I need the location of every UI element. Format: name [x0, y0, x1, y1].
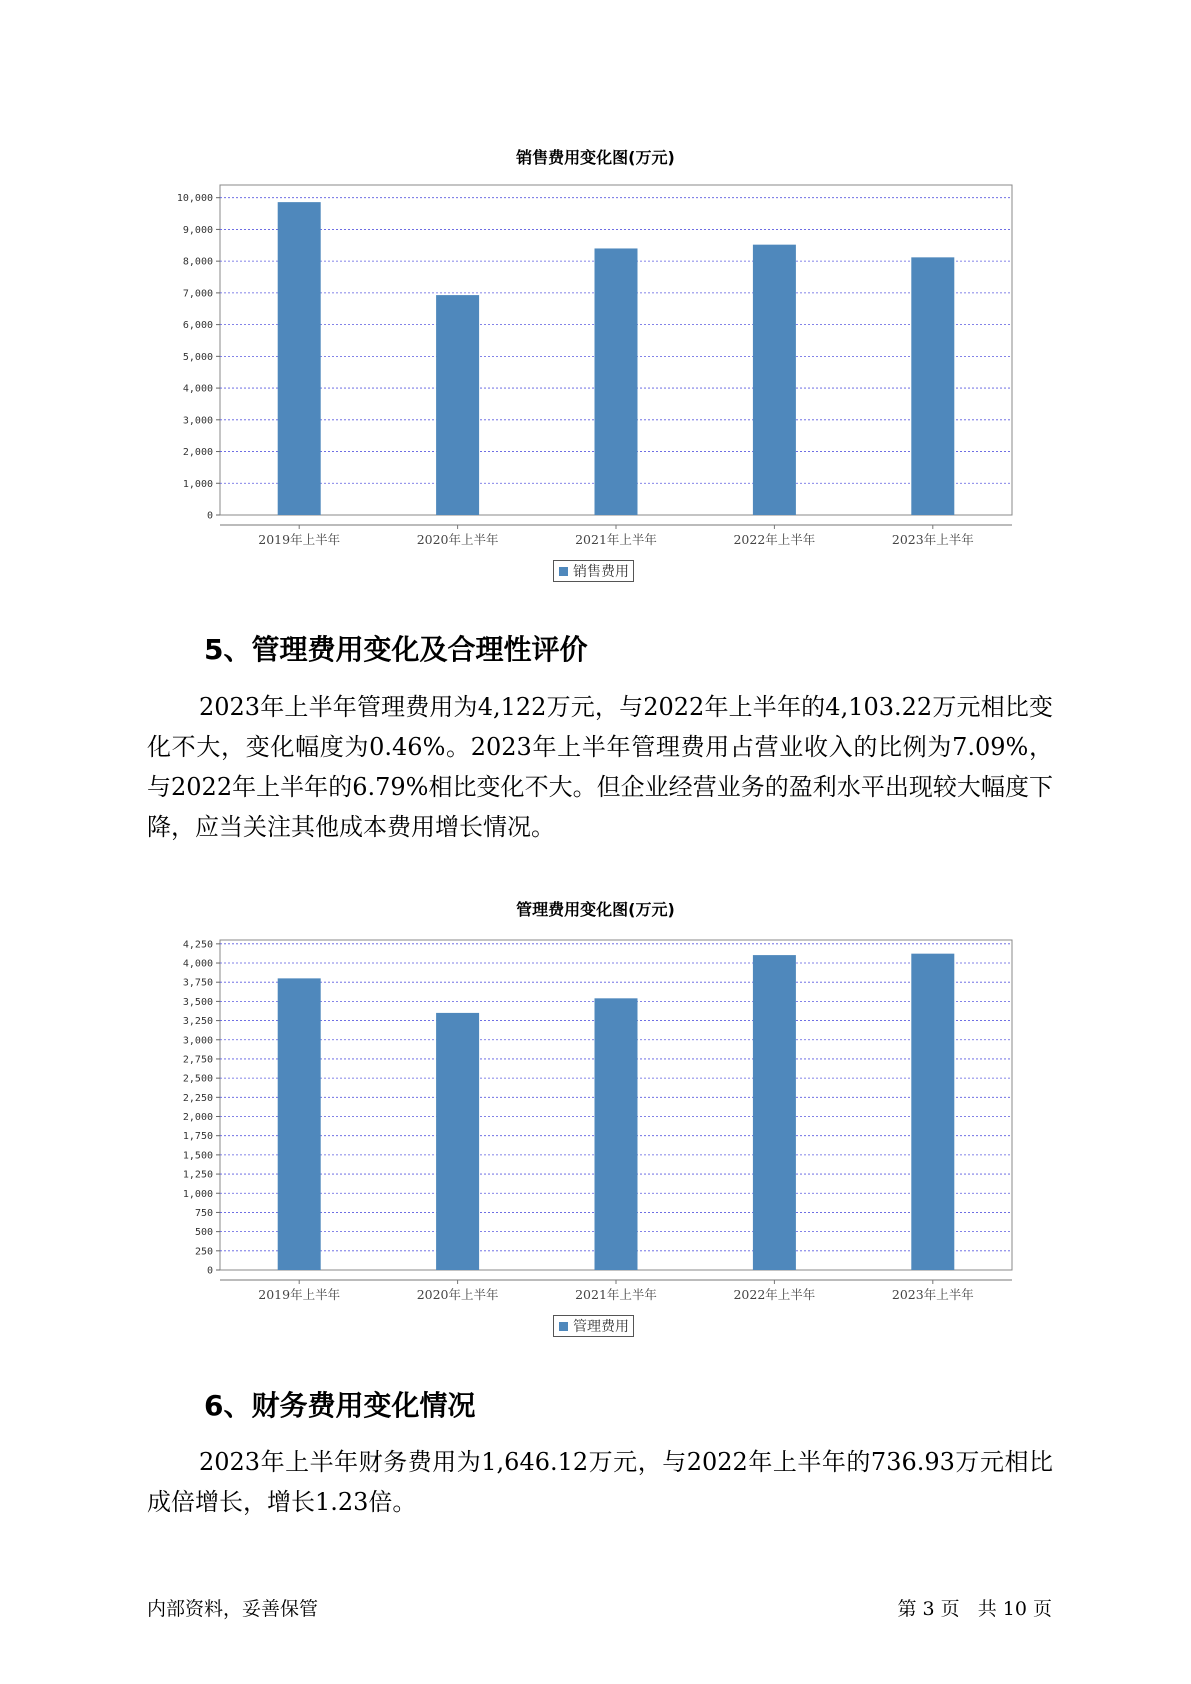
y-tick-label: 3,500 [182, 996, 213, 1008]
x-tick-label: 2020年上半年 [416, 1287, 499, 1302]
y-tick-label: 6,000 [182, 320, 213, 332]
y-tick-label: 1,000 [182, 1188, 213, 1200]
y-tick-label: 750 [194, 1207, 213, 1219]
y-tick-label: 4,000 [182, 383, 213, 395]
x-tick-label: 2022年上半年 [733, 1287, 816, 1302]
bar [278, 202, 321, 515]
paragraph-finance-expense-text: 2023年上半年财务费用为1,646.12万元，与2022年上半年的736.93万元相比成倍增长，增长1.23倍。 [147, 1448, 1053, 1516]
y-tick-label: 2,750 [182, 1054, 213, 1066]
x-tick-label: 2021年上半年 [575, 532, 657, 547]
x-tick-label: 2019年上半年 [258, 1287, 341, 1302]
x-tick-label: 2020年上半年 [416, 532, 499, 547]
x-tick-label: 2021年上半年 [575, 1287, 657, 1302]
section-heading-finance-expense: 6、财务费用变化情况 [204, 1389, 476, 1422]
x-tick-label: 2019年上半年 [258, 532, 341, 547]
y-tick-label: 1,000 [182, 478, 213, 490]
y-tick-label: 3,750 [182, 977, 213, 989]
legend-swatch-icon [559, 1322, 568, 1331]
legend-label: 销售费用 [573, 564, 629, 580]
bar [753, 245, 796, 515]
y-tick-label: 2,250 [182, 1092, 213, 1104]
legend-label: 管理费用 [573, 1319, 629, 1335]
paragraph-finance-expense [147, 1442, 1053, 1522]
chart-legend-admin-expense [553, 1315, 634, 1337]
bar [278, 978, 321, 1270]
footer-page-number: 第 3 页 共 10 页 [897, 1598, 1052, 1620]
legend-swatch-icon [559, 567, 568, 576]
footer-confidential-note: 内部资料，妥善保管 [147, 1598, 319, 1620]
y-tick-label: 1,250 [182, 1169, 213, 1181]
x-tick-label: 2023年上半年 [891, 532, 974, 547]
y-tick-label: 3,000 [182, 1035, 213, 1047]
bar [911, 257, 954, 515]
bar [595, 248, 638, 515]
y-tick-label: 4,000 [182, 958, 213, 970]
y-tick-label: 9,000 [182, 224, 213, 236]
chart-legend-sales-expense [553, 560, 634, 582]
y-tick-label: 250 [194, 1246, 213, 1258]
bar [753, 955, 796, 1270]
y-tick-label: 2,000 [182, 1112, 213, 1124]
y-tick-label: 3,000 [182, 415, 213, 427]
bar [911, 954, 954, 1270]
y-tick-label: 1,750 [182, 1131, 213, 1143]
bar [436, 1013, 479, 1270]
chart-title-admin-expense: 管理费用变化图(万元) [516, 900, 675, 919]
y-tick-label: 4,250 [182, 939, 213, 951]
bar [595, 998, 638, 1270]
y-tick-label: 1,500 [182, 1150, 213, 1162]
sales-expense-bar-chart [0, 170, 1191, 547]
y-tick-label: 500 [194, 1227, 213, 1239]
section-heading-admin-expense: 5、管理费用变化及合理性评价 [204, 633, 588, 666]
y-tick-label: 7,000 [182, 288, 213, 300]
bar [436, 295, 479, 515]
y-tick-label: 0 [206, 1265, 213, 1277]
chart-title-sales-expense: 销售费用变化图(万元) [516, 148, 675, 167]
y-tick-label: 0 [206, 510, 213, 522]
y-tick-label: 8,000 [182, 256, 213, 268]
x-tick-label: 2022年上半年 [733, 532, 816, 547]
y-tick-label: 10,000 [176, 193, 213, 205]
y-tick-label: 3,250 [182, 1016, 213, 1028]
paragraph-admin-expense [147, 687, 1053, 847]
admin-expense-bar-chart [0, 925, 1191, 1302]
y-tick-label: 5,000 [182, 351, 213, 363]
y-tick-label: 2,000 [182, 447, 213, 459]
x-tick-label: 2023年上半年 [891, 1287, 974, 1302]
paragraph-admin-expense-text: 2023年上半年管理费用为4,122万元，与2022年上半年的4,103.22万元相比变化不大，变化幅度为0.46%。2023年上半年管理费用占营业收入的比例为7.09%，与2022年上半年的6.79%相比变化不大。但企业经营业务的盈利水平出现较大幅度下降，应当关注其他成本费用增长情况。 [147, 693, 1053, 841]
y-tick-label: 2,500 [182, 1073, 213, 1085]
